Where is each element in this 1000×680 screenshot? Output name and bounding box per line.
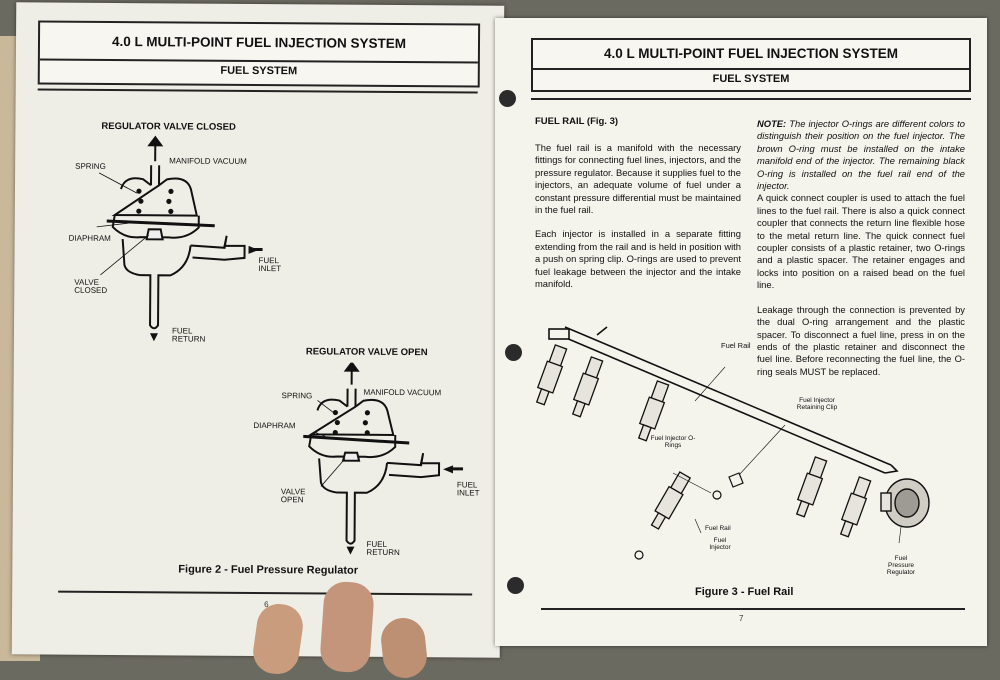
diagram-label-pressure-regulator: Fuel Pressure Regulator xyxy=(881,556,921,576)
finger-2 xyxy=(319,580,375,673)
paragraph-1: The fuel rail is a manifold with the necessary fittings for connecting fuel lines, injectors, and the pressure regulator. Because it supplies fuel to the injectors, an adequate volume of fuel under a constant pressure differential must be maintained in the fuel rail. xyxy=(535,142,741,216)
right-header-divider xyxy=(533,68,969,70)
open-label-valve-open: VALVE OPEN xyxy=(281,488,321,505)
diagram-label-fuel-rail-bottom: Fuel Rail xyxy=(705,526,731,533)
left-footer-rule xyxy=(58,591,472,596)
binder-hole-bottom xyxy=(507,577,524,594)
note-text: The injector O-rings are different colors to distinguish their position on the fuel injector. The brown O-ring must be installed on the intake manifold end of the injector. The remaining black O-ring is installed on the fuel rail end of the injector. xyxy=(757,118,965,191)
left-page-number: 6 xyxy=(264,600,269,609)
closed-label-diaphram: DIAPHRAM xyxy=(69,235,111,244)
left-header-divider xyxy=(40,58,478,63)
open-label-spring: SPRING xyxy=(282,392,313,401)
regulator-closed-title: REGULATOR VALVE CLOSED xyxy=(101,121,235,133)
diagram-label-fuel-injector: Fuel Injector xyxy=(705,538,735,552)
note-paragraph xyxy=(757,118,965,192)
right-header-title: 4.0 L MULTI-POINT FUEL INJECTION SYSTEM xyxy=(533,46,969,61)
open-label-fuel-return: FUEL RETURN xyxy=(366,541,402,558)
closed-label-valve-closed: VALVE CLOSED xyxy=(74,279,122,296)
diagram-label-o-rings: Fuel Injector O-Rings xyxy=(645,436,701,450)
open-label-fuel-inlet: FUEL INLET xyxy=(457,481,487,498)
paragraph-4: Leakage through the connection is prevented by the dual O-ring arrangement and the plastic spacer. To disconnect a fuel line, press in on the ends of the plastic retainer and disconnect the fuel line. Before reconnecting the fuel line, the O-ring seals MUST be replaced. xyxy=(757,304,965,378)
left-header-box xyxy=(38,20,480,87)
right-header-subtitle: FUEL SYSTEM xyxy=(533,73,969,85)
left-header-subtitle: FUEL SYSTEM xyxy=(40,63,478,78)
right-footer-rule xyxy=(541,608,965,610)
figure-2-caption: Figure 2 - Fuel Pressure Regulator xyxy=(178,563,358,576)
note-label: NOTE: xyxy=(757,118,786,129)
open-label-diaphram: DIAPHRAM xyxy=(253,422,295,431)
right-header-rule xyxy=(531,98,971,100)
binder-hole-top xyxy=(499,90,516,107)
closed-label-fuel-inlet: FUEL INLET xyxy=(258,257,288,274)
open-label-manifold-vacuum: MANIFOLD VACUUM xyxy=(364,389,442,398)
right-header-box xyxy=(531,38,971,92)
right-page xyxy=(495,18,987,646)
left-page xyxy=(12,2,505,657)
closed-label-manifold-vacuum: MANIFOLD VACUUM xyxy=(169,157,247,166)
closed-label-spring: SPRING xyxy=(75,163,106,172)
left-column-text xyxy=(535,142,741,302)
paragraph-2: Each injector is installed in a separate fitting extending from the rail and is held in position with a push on spring clip. O-rings are used to prevent fuel leakage between the injector and the intake manifold. xyxy=(535,228,741,290)
fuel-rail-heading: FUEL RAIL (Fig. 3) xyxy=(535,116,618,127)
left-header-title: 4.0 L MULTI-POINT FUEL INJECTION SYSTEM xyxy=(40,33,478,51)
figure-3-caption: Figure 3 - Fuel Rail xyxy=(695,586,793,598)
paragraph-3: A quick connect coupler is used to attach the fuel lines to the fuel rail. There is also a quick connect coupler that connects the return line flexible hose to the metal return line. The quick connect fuel coupler consists of a plastic retainer, two O-rings and a plastic spacer. The retainer engages and locks into position on a raised bead on the fuel line. xyxy=(757,192,965,291)
fuel-rail-diagram xyxy=(525,323,965,573)
diagram-label-retaining-clip: Fuel Injector Retaining Clip xyxy=(787,398,847,412)
regulator-open-title: REGULATOR VALVE OPEN xyxy=(306,346,428,358)
left-header-rule xyxy=(38,88,478,93)
right-page-number: 7 xyxy=(739,614,743,623)
diagram-label-fuel-rail: Fuel Rail xyxy=(721,342,751,350)
closed-label-fuel-return: FUEL RETURN xyxy=(172,327,208,344)
binder-hole-middle xyxy=(505,344,522,361)
